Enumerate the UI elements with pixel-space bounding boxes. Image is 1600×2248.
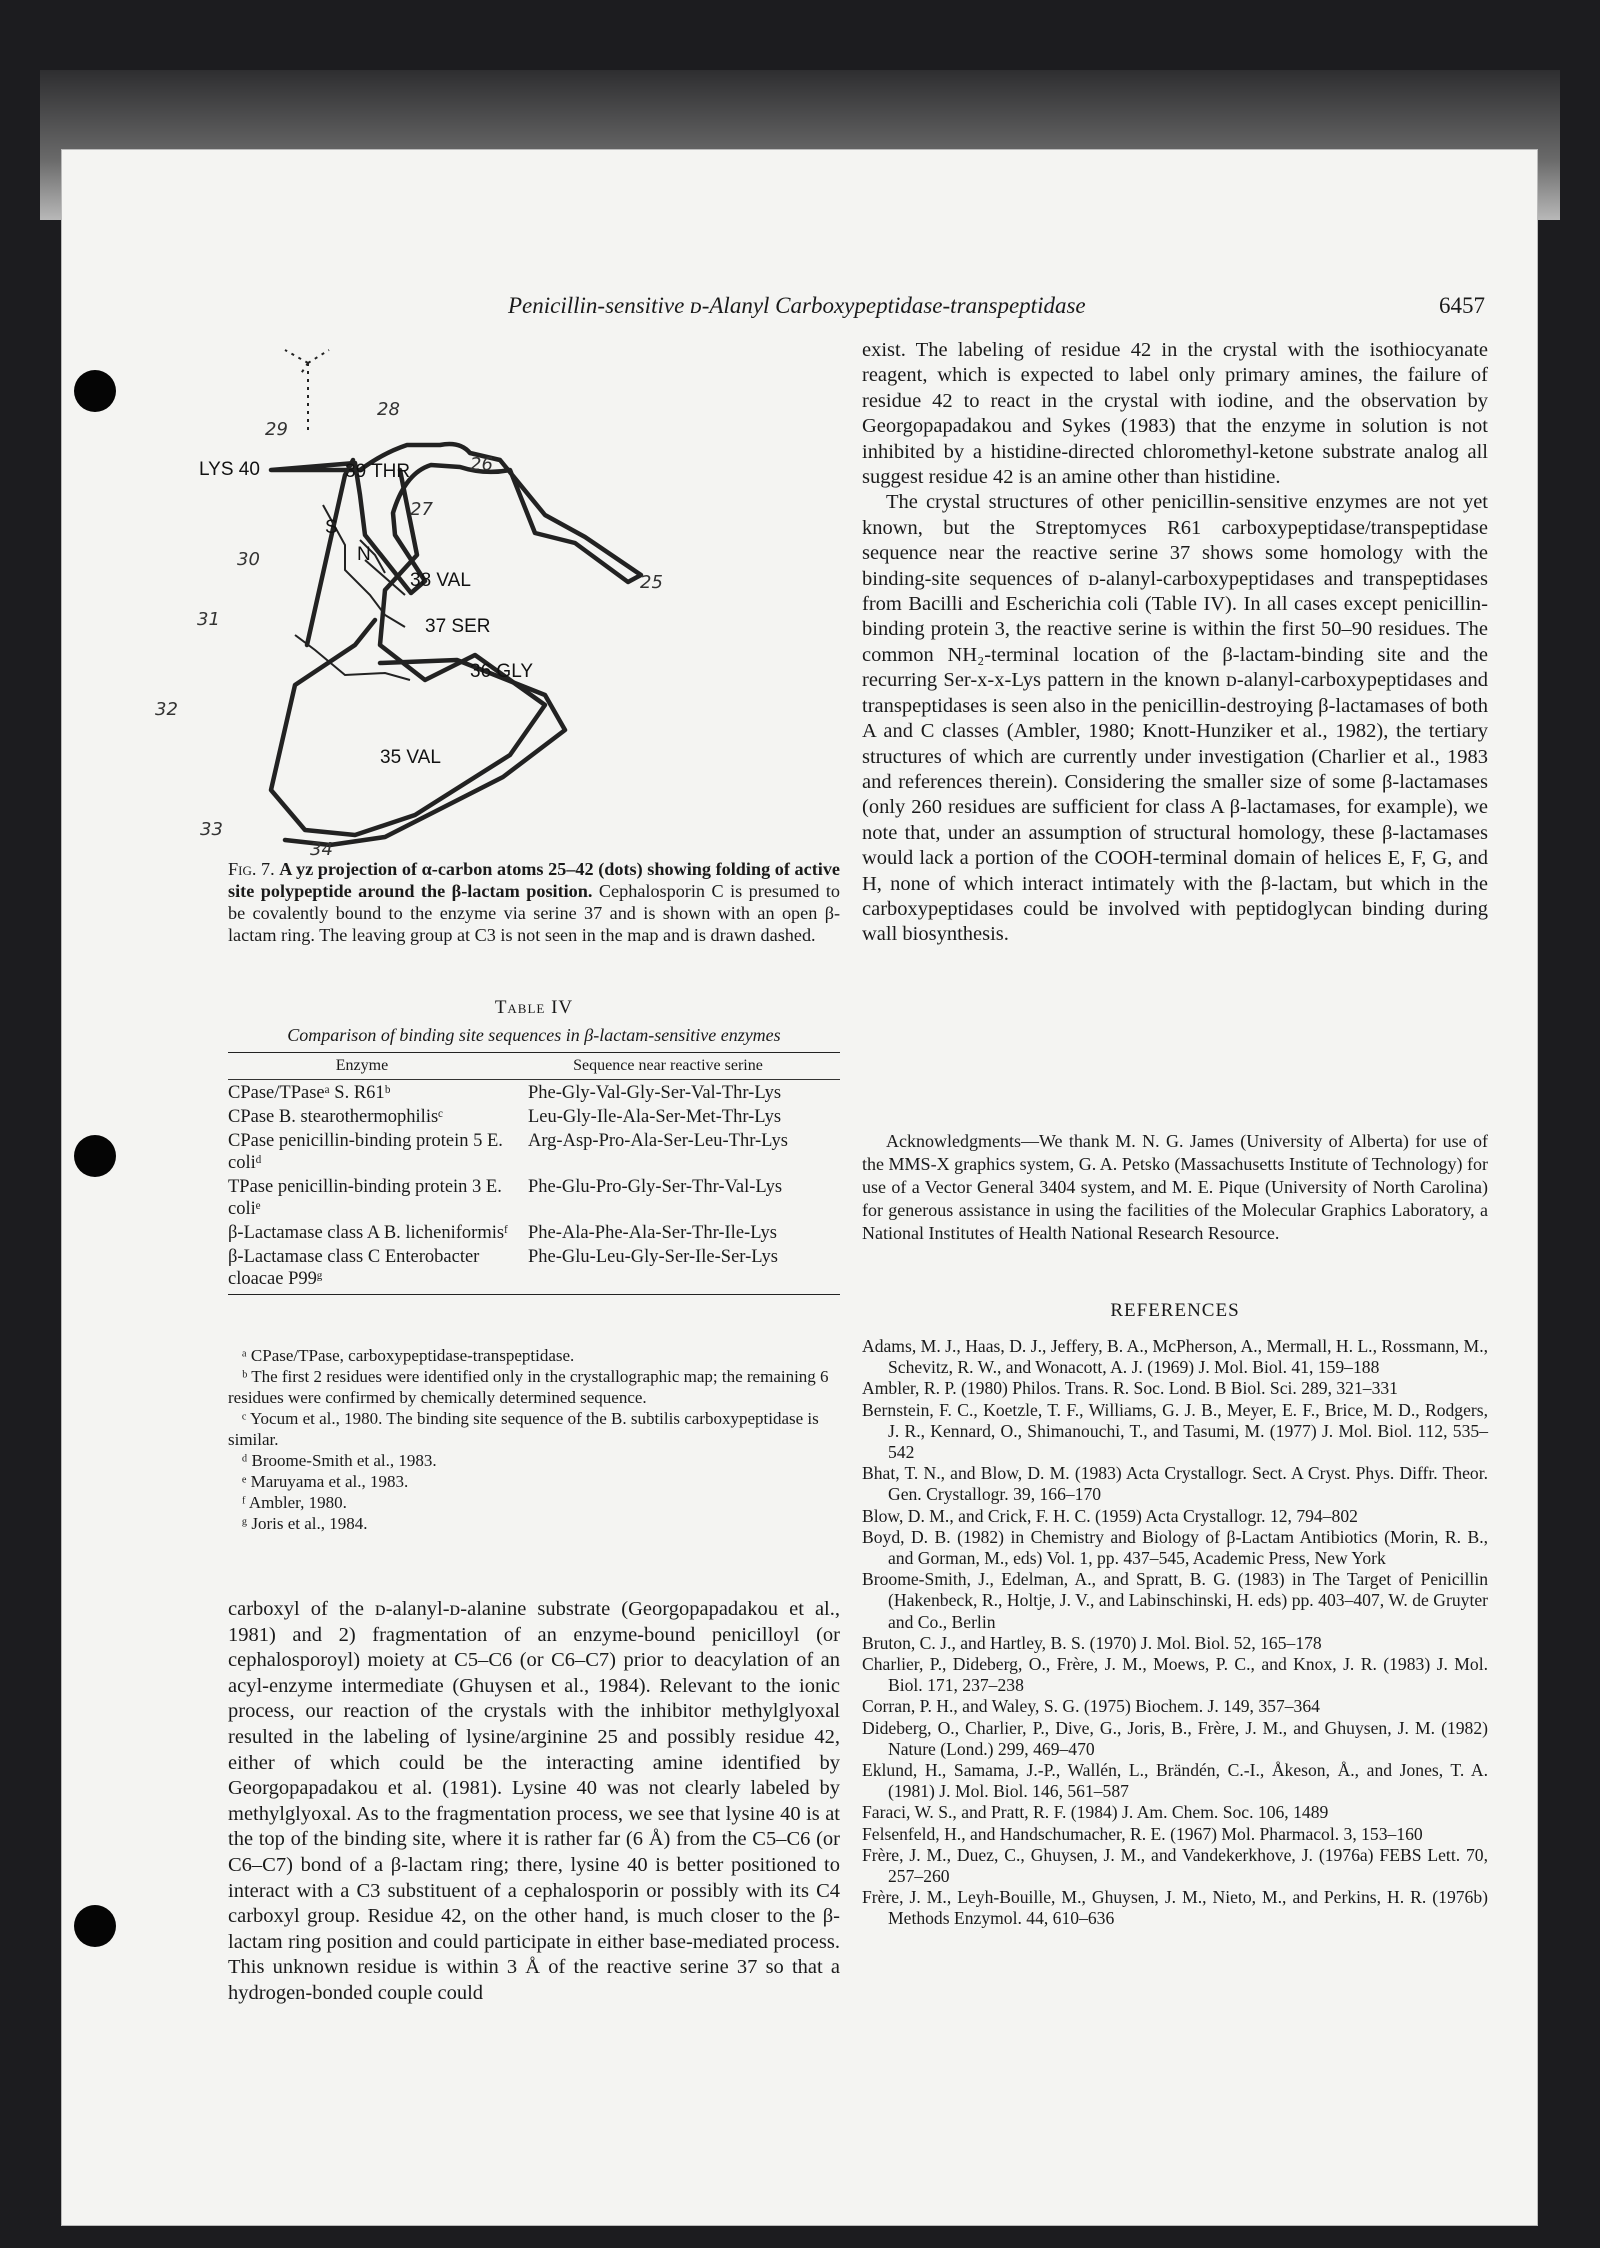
reference-item: Ambler, R. P. (1980) Philos. Trans. R. Soc. Lond. B Biol. Sci. 289, 321–331 — [862, 1378, 1398, 1399]
body-text-left: carboxyl of the ᴅ-alanyl-ᴅ-alanine substrate (Georgopapadakou et al., 1981) and 2) fragmentation of an enzyme-bound penicilloyl (or cephalosporoyl) moiety at C5–C6 (or C6–C7) prior to deacylation of an acyl-enzyme intermediate (Ghuysen et al., 1984). Relevant to the ionic process, our reaction of the crystals with the inhibitor methylglyoxal resulted in the labeling of lysine/arginine 25 and possibly residue 42, either of which could be the interacting amine identified by Georgopapadakou et al. (1981). Lysine 40 was not clearly labeled by methylglyoxal. As to the fragmentation process, we see that lysine 40 is at the top of the binding site, where it is rather far (6 Å) from the C5–C6 (or C6–C7) bond of a β-lactam ring; there, lysine 40 is better positioned to interact with a C3 substituent of a cephalosporin or possibly with its C4 carboxyl group. Residue 42, on the other hand, is much closer to the β-lactam ring position and could participate in either base-mediated process. This unknown residue is within 3 Å of the reactive serine 37 so that a hydrogen-bonded couple could — [228, 1598, 840, 2004]
hand-27: 27 — [410, 499, 433, 520]
paragraph: exist. The labeling of residue 42 in the crystal with the isothiocyanate reagent, which is expected to label only primary amines, the failure of residue 42 to react in the crystal with iodine, and the observation by Georgopapadakou and Sykes (1983) that the enzyme in solution is not inhibited by a histidine-directed chloromethyl-ketone substrate analog all suggest residue 42 is an amine other than histidine. — [862, 339, 1488, 489]
table-footnotes — [228, 1345, 840, 1534]
caption-label: Fig. 7. — [228, 859, 275, 879]
figure-caption — [228, 858, 840, 946]
hand-29: 29 — [265, 419, 288, 440]
hand-26: 26 — [470, 454, 493, 475]
table-title: Table IV — [494, 997, 574, 1018]
caption-text: Cephalosporin C is presumed to be covalently bound to the enzyme via serine 37 and is shown with an open β-lactam ring. The leaving group at C3 is not seen in the map and is drawn dashed. — [228, 881, 840, 945]
reference-item: Dideberg, O., Charlier, P., Dive, G., Joris, B., Frère, J. M., and Ghuysen, J. M. (1982) Nature (Lond.) 299, 469–470 — [862, 1717, 1488, 1759]
reference-item: Felsenfeld, H., and Handschumacher, R. E. (1967) Mol. Pharmacol. 3, 153–160 — [862, 1823, 1423, 1844]
label-val38: 38 VAL — [410, 570, 471, 591]
body-text-right — [862, 338, 1488, 948]
acknowledgments: Acknowledgments—We thank M. N. G. James (University of Alberta) for use of the MMS-X graphics system, G. A. Petsko (Massachusetts Institute of Technology) for use of a Vector General 3404 system, and M. E. Pique (University of North Carolina) for generous assistance in using the facilities of the Molecular Graphics Laboratory, a National Institutes of Health National Research Resource. — [862, 1131, 1488, 1243]
hand-32: 32 — [155, 699, 178, 720]
footnote: ᵉ Maruyama et al., 1983. — [242, 1472, 409, 1491]
atom-n: N — [357, 544, 371, 565]
punch-hole-bottom — [74, 1905, 116, 1947]
punch-hole-top — [74, 370, 116, 412]
table-header-rule — [228, 1079, 840, 1080]
table-subtitle: Comparison of binding site sequences in β-lactam-sensitive enzymes — [287, 1025, 781, 1045]
sequence-cell: Phe-Glu-Pro-Gly-Ser-Thr-Val-Lys — [528, 1177, 783, 1197]
reference-item: Frère, J. M., Leyh-Bouille, M., Ghuysen, J. M., Nieto, M., and Perkins, H. R. (1976b) Methods Enzymol. 44, 610–636 — [862, 1887, 1488, 1929]
footnote: ᵍ Joris et al., 1984. — [242, 1514, 368, 1533]
sequence-cell: Phe-Glu-Leu-Gly-Ser-Ile-Ser-Lys — [528, 1247, 778, 1267]
reference-item: Corran, P. H., and Waley, S. G. (1975) Biochem. J. 149, 357–364 — [862, 1696, 1320, 1717]
table-row — [228, 1082, 840, 1104]
running-title: Penicillin-sensitive ᴅ-Alanyl Carboxypeptidase-transpeptidase — [508, 293, 1086, 318]
hand-31: 31 — [197, 609, 220, 630]
table-iv — [228, 1052, 840, 1295]
punch-hole-middle — [74, 1135, 116, 1177]
col-sequence: Sequence near reactive serine — [573, 1057, 763, 1074]
footnote: ᵃ CPase/TPase, carboxypeptidase-transpeptidase. — [242, 1346, 575, 1365]
footnote: ᵇ The first 2 residues were identified only in the crystallographic map; the remaining 6 residues were confirmed by chemically determined sequence. — [228, 1367, 829, 1407]
hand-30: 30 — [237, 549, 260, 570]
atom-s: S — [325, 517, 338, 538]
references-list — [862, 1336, 1488, 1930]
caption-bold: A yz projection of α-carbon atoms 25–42 (dots) showing folding of active site polypeptide around the β-lactam position. — [228, 859, 840, 901]
references-heading: REFERENCES — [1110, 1300, 1240, 1321]
footnote: ᶜ Yocum et al., 1980. The binding site sequence of the B. subtilis carboxypeptidase is similar. — [228, 1409, 819, 1449]
page-number: 6457 — [1439, 293, 1485, 318]
backbone-trace — [271, 444, 641, 845]
enzyme-cell: CPase B. stearothermophilisᶜ — [228, 1107, 443, 1127]
reference-item: Bhat, T. N., and Blow, D. M. (1983) Acta Crystallogr. Sect. A Cryst. Phys. Diffr. Theor. Gen. Crystallogr. 39, 166–170 — [862, 1463, 1488, 1505]
reference-item: Frère, J. M., Duez, C., Ghuysen, J. M., and Vandekerkhove, J. (1976a) FEBS Lett. 70, 257–260 — [862, 1844, 1488, 1887]
table-header — [228, 1053, 840, 1079]
label-thr39: 39 THR — [345, 461, 411, 482]
reference-item: Adams, M. J., Haas, D. J., Jeffery, B. A., McPherson, A., Mermall, H. L., Rossmann, M., Schevitz, R. W., and Wonacott, A. J. (1969) J. Mol. Biol. 41, 159–188 — [862, 1336, 1488, 1378]
reference-item: Bruton, C. J., and Hartley, B. S. (1970) J. Mol. Biol. 52, 165–178 — [862, 1632, 1322, 1653]
figure-7-diagram — [155, 345, 855, 865]
enzyme-cell: β-Lactamase class C Enterobacter cloacae P99ᵍ — [228, 1247, 480, 1289]
reference-item: Blow, D. M., and Crick, F. H. C. (1959) Acta Crystallogr. 12, 794–802 — [862, 1505, 1358, 1526]
label-val35: 35 VAL — [380, 747, 441, 768]
sequence-cell: Phe-Ala-Phe-Ala-Ser-Thr-Ile-Lys — [528, 1223, 777, 1243]
paragraph: The crystal structures of other penicillin-sensitive enzymes are not yet known, but the Streptomyces R61 carboxypeptidase/transpeptidase sequence near the reactive serine 37 shows some homology with the binding-site sequences of ᴅ-alanyl-carboxypeptidases and transpeptidases from Bacilli and Escherichia coli (Table IV). In all cases except penicillin-binding protein 3, the reactive serine is within the first 50–90 residues. The common NH₂-terminal location of the β-lactam-binding site and the recurring Ser-x-x-Lys pattern in the known ᴅ-alanyl-carboxypeptidases and transpeptidases is seen also in the penicillin-destroying β-lactamases of both A and C classes (Ambler, 1980; Knott-Hunziker et al., 1982), the tertiary structures of which are currently under investigation (Charlier et al., 1983 and references therein). Considering the smaller size of some β-lactamases (only 260 residues are sufficient for class A β-lactamases, for example), we note that, under an assumption of structural homology, these β-lactamases would lack a portion of the COOH-terminal domain of helices E, F, G, and H, none of which interact intimately with the β-lactam, but which in the carboxypeptidases could be involved with peptidoglycan binding during wall biosynthesis. — [862, 491, 1488, 946]
footnote: ᵈ Broome-Smith et al., 1983. — [242, 1451, 437, 1470]
enzyme-cell: β-Lactamase class A B. licheniformisᶠ — [228, 1223, 508, 1243]
sequence-cell: Arg-Asp-Pro-Ala-Ser-Leu-Thr-Lys — [528, 1131, 788, 1151]
reference-item: Eklund, H., Samama, J.-P., Wallén, L., Brändén, C.-I., Åkeson, Å., and Jones, T. A. (1981) J. Mol. Biol. 146, 561–587 — [862, 1760, 1488, 1802]
hand-33: 33 — [200, 819, 223, 840]
table-row — [228, 1222, 840, 1244]
table-row — [228, 1176, 840, 1220]
label-gly36: 36 GLY — [470, 661, 534, 682]
sequence-cell: Leu-Gly-Ile-Ala-Ser-Met-Thr-Lys — [528, 1107, 782, 1127]
table-row — [228, 1106, 840, 1128]
col-enzyme: Enzyme — [335, 1057, 389, 1074]
table-row — [228, 1130, 840, 1174]
reference-item: Charlier, P., Dideberg, O., Frère, J. M., Moews, P. C., and Knox, J. R. (1983) J. Mol. Biol. 171, 237–238 — [862, 1654, 1488, 1696]
hand-28: 28 — [377, 399, 400, 420]
reference-item: Bernstein, F. C., Koetzle, T. F., Williams, G. J. B., Meyer, E. F., Brice, M. D., Rodgers, J. R., Kennard, O., Shimanouchi, T., and Tasumi, M. (1977) J. Mol. Biol. 112, 535–542 — [862, 1399, 1488, 1463]
table-bottom-rule — [228, 1294, 840, 1295]
reference-item: Faraci, W. S., and Pratt, R. F. (1984) J. Am. Chem. Soc. 106, 1489 — [862, 1802, 1329, 1823]
hand-34: 34 — [310, 839, 333, 860]
label-lys40: LYS 40 — [199, 459, 260, 480]
sequence-cell: Phe-Gly-Val-Gly-Ser-Val-Thr-Lys — [528, 1083, 782, 1103]
reference-item: Broome-Smith, J., Edelman, A., and Spratt, B. G. (1983) in The Target of Penicillin (Hakenbeck, R., Holtje, J. V., and Labinschinski, H. eds) pp. 403–407, W. de Gruyter and Co., Berlin — [862, 1569, 1488, 1632]
enzyme-cell: TPase penicillin-binding protein 3 E. coliᵉ — [228, 1177, 502, 1219]
footnote: ᶠ Ambler, 1980. — [242, 1493, 347, 1512]
hand-25: 25 — [640, 572, 663, 593]
enzyme-cell: CPase/TPaseᵃ S. R61ᵇ — [228, 1083, 391, 1103]
enzyme-cell: CPase penicillin-binding protein 5 E. coliᵈ — [228, 1131, 503, 1173]
label-ser37: 37 SER — [425, 616, 491, 637]
reference-item: Boyd, D. B. (1982) in Chemistry and Biology of β-Lactam Antibiotics (Morin, R. B., and Gorman, M., eds) Vol. 1, pp. 437–545, Academic Press, New York — [862, 1526, 1488, 1569]
leaving-group-dashed — [285, 350, 329, 433]
table-row — [228, 1246, 840, 1290]
